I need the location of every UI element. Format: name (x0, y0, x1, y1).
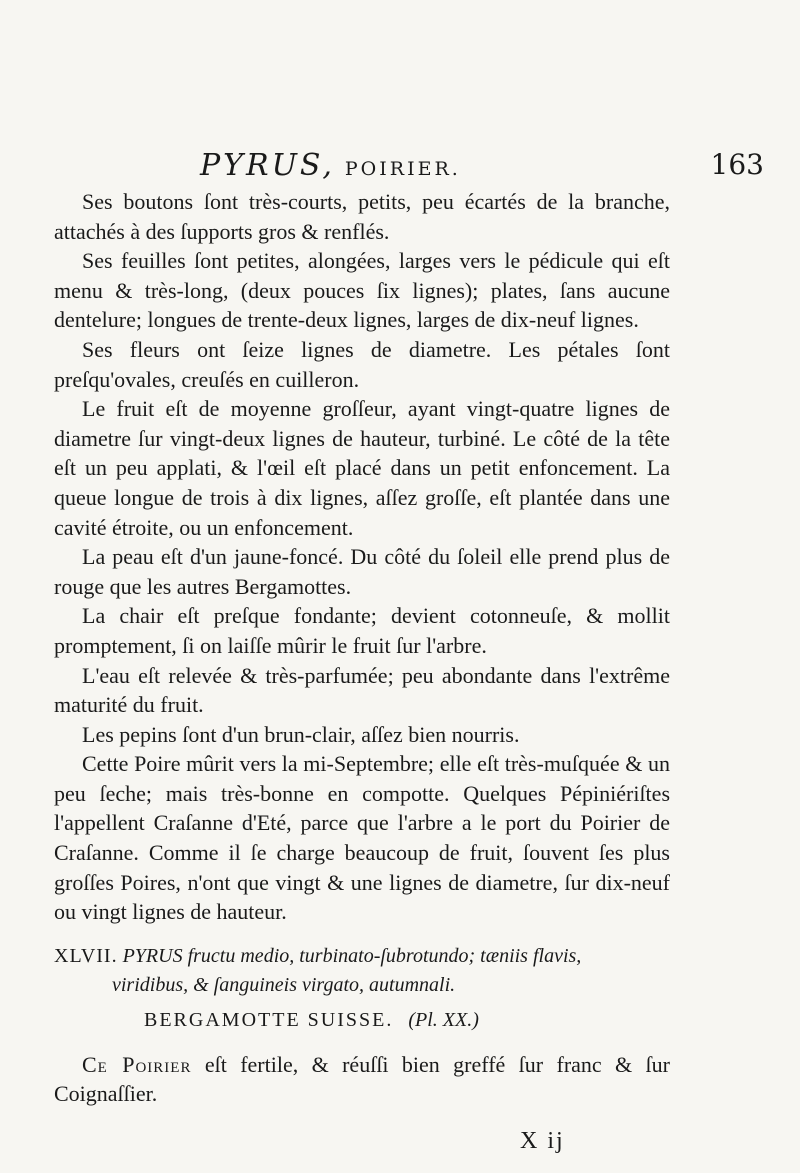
species-number: XLVII. (54, 944, 118, 967)
running-title: PYRUS, (200, 148, 335, 183)
signature-mark: X ij (520, 1128, 565, 1154)
paragraph-skin: La peau eſt d'un jaune-foncé. Du côté du ſoleil elle prend plus de rouge que les autres Bergamottes. (54, 544, 670, 599)
paragraph-fruit: Le fruit eſt de moyenne groſſeur, ayant vingt-quatre lignes de diametre ſur vingt-deux lignes de hauteur, turbiné. Le côté de la tête eſt un peu applati, & l'œil eſt placé dans un petit enfoncement. La queue longue de trois à dix lignes, aſſez groſſe, eſt plantée dans une cavité étroite, ou un enfoncement. (54, 396, 670, 540)
species-latin-continuation: viridibus, & ſanguineis virgato, autumnali. (112, 973, 456, 996)
variety-name: BERGAMOTTE SUISSE. (144, 1008, 394, 1031)
running-subtitle: POIRIER. (344, 158, 461, 180)
species-line-1 (54, 941, 670, 971)
paragraph-juice: L'eau eſt relevée & très-parfumée; peu abondante dans l'extrême maturité du fruit. (54, 662, 670, 718)
paragraph-buds: Ses boutons ſont très-courts, petits, peu écartés de la branche, attachés à des ſupports gros & renflés. (54, 189, 670, 244)
page-number: 163 (710, 148, 764, 181)
body-text (54, 187, 670, 927)
paragraph-fertility-text: eſt fertile, & réuſſi bien greffé ſur franc & ſur Coignaſſier. (54, 1051, 670, 1107)
paragraph-lead-words: Ce Poirier (82, 1051, 192, 1077)
paragraph-leaves: Ses feuilles ſont petites, alongées, larges vers le pédicule qui eſt menu & très-long, (deux pouces ſix lignes); plates, ſans aucune dentelure; longues de trente-deux lignes, larges de dix-neuf lignes. (54, 248, 670, 333)
species-latin-name: PYRUS fructu medio, turbinato-ſubrotundo; tæniis flavis, (122, 944, 582, 967)
paragraph-seeds: Les pepins ſont d'un brun-clair, aſſez bien nourris. (82, 721, 520, 747)
paragraph-flesh: La chair eſt preſque fondante; devient cotonneuſe, & mollit promptement, ſi on laiſſe mûrir le fruit ſur l'arbre. (54, 603, 670, 658)
paragraph-flowers: Ses fleurs ont ſeize lignes de diametre. Les pétales ſont preſqu'ovales, creuſés en cuilleron. (54, 336, 670, 392)
running-header (54, 148, 764, 186)
paragraph-ripening: Cette Poire mûrit vers la mi-Septembre; elle eſt très-muſquée & un peu ſeche; mais très-bonne en compotte. Quelques Pépiniériſtes l'appellent Craſanne d'Eté, parce que l'arbre a le port du Poirier de Craſanne. Comme il ſe charge beaucoup de fruit, ſouvent ſes plus groſſes Poires, n'ont que vingt & une lignes de diametre, ſur dix-neuf ou vingt lignes de hauteur. (54, 751, 670, 925)
plate-reference: (Pl. XX.) (408, 1008, 479, 1031)
species-entry (54, 941, 670, 999)
paragraph-fertility (54, 1050, 670, 1109)
variety-heading (54, 1009, 670, 1032)
